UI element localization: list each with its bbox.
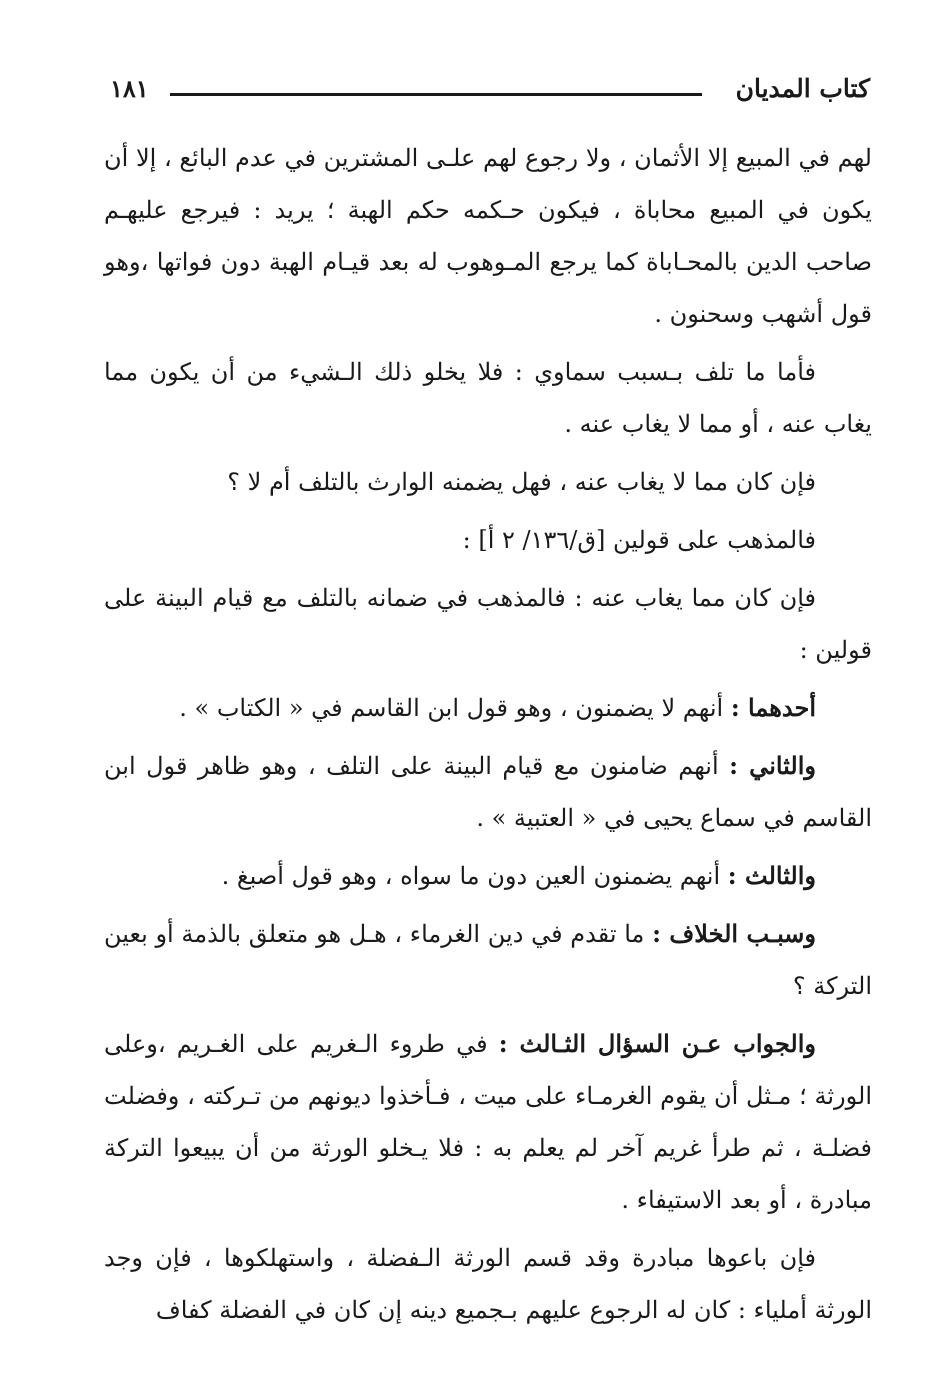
paragraph-text: فإن باعوها مبادرة وقد قسم الورثة الـفضلة ، واستهلكوها ، فإن وجد الورثة أملياء : كان له الرجوع عليهم بـجميع دينه إن كان في الفضلة كفاف	[104, 1244, 872, 1324]
paragraph-text: أنهم ضامنون مع قيام البينة على التلف ، وهو ظاهر قول ابن القاسم في سماع يحيى في « العتبية » .	[104, 752, 872, 832]
paragraph-text: في طروء الـغريم على الغـريم ،وعلى الورثة ؛ مـثل أن يقوم الغرمـاء على ميت ، فـأخذوا ديونهم من تـركته ، وفضلت فضلـة ، ثم طرأ غريم آخر لم يعلم به : فلا يـخلو الورثة من أن يبيعوا التركة مبادرة ، أو بعد الاستيفاء .	[104, 1030, 872, 1214]
running-title: كتاب المديان	[735, 74, 870, 103]
page-header	[110, 72, 870, 112]
term-heading: وسبـب الخلاف :	[652, 919, 817, 948]
page-number: ١٨١	[110, 74, 149, 103]
paragraph	[104, 740, 872, 844]
paragraph	[104, 456, 872, 508]
paragraph	[104, 908, 872, 1012]
term-heading: والثالث :	[727, 861, 816, 890]
paragraph	[104, 514, 872, 566]
paragraph	[104, 1232, 872, 1336]
paragraph-text: فإن كان مما لا يغاب عنه ، فهل يضمنه الوارث بالتلف أم لا ؟	[227, 468, 816, 496]
paragraph	[104, 850, 872, 902]
header-rule	[170, 93, 702, 96]
paragraph-text: لهم في المبيع إلا الأثمان ، ولا رجوع لهم علـى المشترين في عدم البائع ، إلا أن يكون في المبيع محاباة ، فيكون حـكمه حكم الهبة ؛ يريد : فيرجع عليهـم صاحب الدين بالمحـاباة كما يرجع المـوهوب له بعد قيـام الهبة دون فواتها ،وهو قول أشهب وسحنون .	[104, 144, 872, 328]
paragraph-text: فالمذهب على قولين [ق/١٣٦/ ٢ أ] :	[462, 526, 816, 554]
paragraph	[104, 132, 872, 340]
paragraph	[104, 346, 872, 450]
paragraph-text: أنهم لا يضمنون ، وهو قول ابن القاسم في « الكتاب » .	[179, 694, 731, 722]
paragraph	[104, 682, 872, 734]
body-text	[104, 132, 872, 1342]
paragraph	[104, 572, 872, 676]
paragraph-text: أنهم يضمنون العين دون ما سواه ، وهو قول أصبغ .	[221, 862, 728, 890]
paragraph-text: فأما ما تلف بـسبب سماوي : فلا يخلو ذلك الـشيء من أن يكون مما يغاب عنه ، أو مما لا يغاب عنه .	[104, 358, 872, 438]
paragraph-text: فإن كان مما يغاب عنه : فالمذهب في ضمانه بالتلف مع قيام البينة على قولين :	[104, 584, 872, 664]
paragraph	[104, 1018, 872, 1226]
term-heading: والجواب عـن السؤال الثـالث :	[498, 1029, 817, 1058]
paragraph-text: ما تقدم في دين الغرماء ، هـل هو متعلق بالذمة أو بعين التركة ؟	[104, 920, 872, 1000]
term-heading: والثاني :	[729, 751, 816, 780]
term-heading: أحدهما :	[730, 693, 816, 722]
